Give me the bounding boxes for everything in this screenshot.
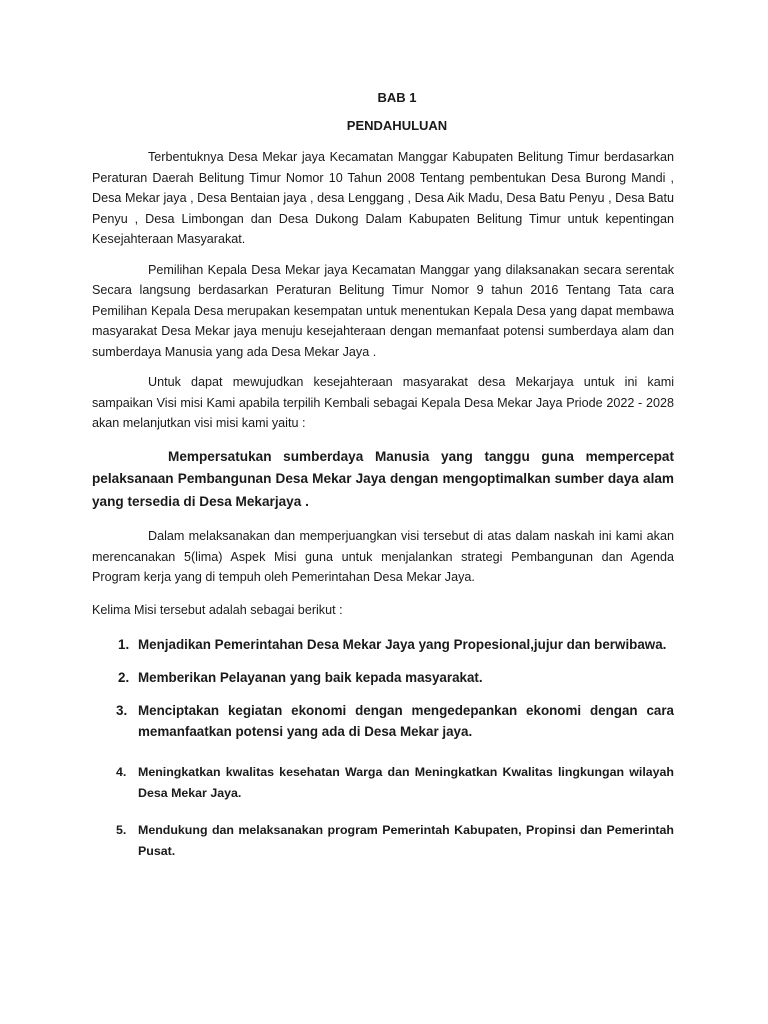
list-item (92, 820, 674, 861)
list-item-text: Mendukung dan melaksanakan program Pemerintah Kabupaten, Propinsi dan Pemerintah Pusat. (138, 823, 674, 858)
list-item-text: Memberikan Pelayanan yang baik kepada masyarakat. (138, 670, 483, 685)
list-item-number: 4. (116, 765, 127, 779)
list-item (92, 634, 674, 655)
paragraph-2: Pemilihan Kepala Desa Mekar jaya Kecamatan Manggar yang dilaksanakan secara serentak Secara langsung berdasarkan Peraturan Belitung Timur Nomor 9 tahun 2016 Tentang Tata cara Pemilihan Kepala Desa merupakan kesempatan untuk menentukan Kepala Desa yang dapat membawa masyarakat Desa Mekar jaya menuju kesejahteraan dengan memanfaat potensi sumberdaya alam dan sumberdaya Manusia yang ada Desa Mekar Jaya . (92, 262, 674, 359)
list-item-number: 5. (116, 823, 127, 837)
paragraph-1: Terbentuknya Desa Mekar jaya Kecamatan Manggar Kabupaten Belitung Timur berdasarkan Peraturan Daerah Belitung Timur Nomor 10 Tahun 2008 Tentang pembentukan Desa Burong Mandi , Desa Mekar jaya , Desa Bentaian jaya , desa Lenggang , Desa Aik Madu, Desa Batu Penyu , Desa Batu Penyu , Desa Limbongan dan Desa Dukong Dalam Kabupaten Belitung Timur untuk kepentingan Kesejahteraan Masyarakat. (92, 150, 674, 246)
list-item-number: 3. (116, 703, 128, 718)
chapter-heading: BAB 1 (377, 90, 417, 105)
paragraph-4: Dalam melaksanakan dan memperjuangkan visi tersebut di atas dalam naskah ini kami akan merencanakan 5(lima) Aspek Misi guna untuk menjalankan strategi Pembangunan dan Agenda Program kerja yang di tempuh oleh Pemerintahan Desa Mekar Jaya. (92, 529, 674, 584)
list-item-number: 1. (118, 637, 130, 652)
list-item-text: Meningkatkan kwalitas kesehatan Warga dan Meningkatkan Kwalitas lingkungan wilayah Desa Mekar Jaya. (138, 765, 674, 800)
list-item (92, 762, 674, 803)
paragraph-3: Untuk dapat mewujudkan kesejahteraan masyarakat desa Mekarjaya untuk ini kami sampaikan Visi misi Kami apabila terpilih Kembali sebagai Kepala Desa Mekar Jaya Priode 2022 - 2028 akan melanjutkan visi misi kami yaitu : (92, 375, 674, 430)
list-item (92, 667, 674, 688)
vision-statement: Mempersatukan sumberdaya Manusia yang tanggu guna mempercepat pelaksanaan Pembangunan Desa Mekar Jaya dengan mengoptimalkan sumber daya alam yang tersedia di Desa Mekarjaya . (92, 448, 674, 509)
chapter-title: PENDAHULUAN (346, 118, 448, 133)
missions-intro: Kelima Misi tersebut adalah sebagai berikut : (92, 602, 343, 617)
missions-list (92, 634, 674, 861)
list-item-text: Menjadikan Pemerintahan Desa Mekar Jaya yang Propesional,jujur dan berwibawa. (138, 637, 667, 652)
list-item-number: 2. (118, 670, 130, 685)
list-item (92, 700, 674, 742)
list-item-text: Menciptakan kegiatan ekonomi dengan mengedepankan ekonomi dengan cara memanfaatkan potensi yang ada di Desa Mekar jaya. (138, 703, 674, 739)
